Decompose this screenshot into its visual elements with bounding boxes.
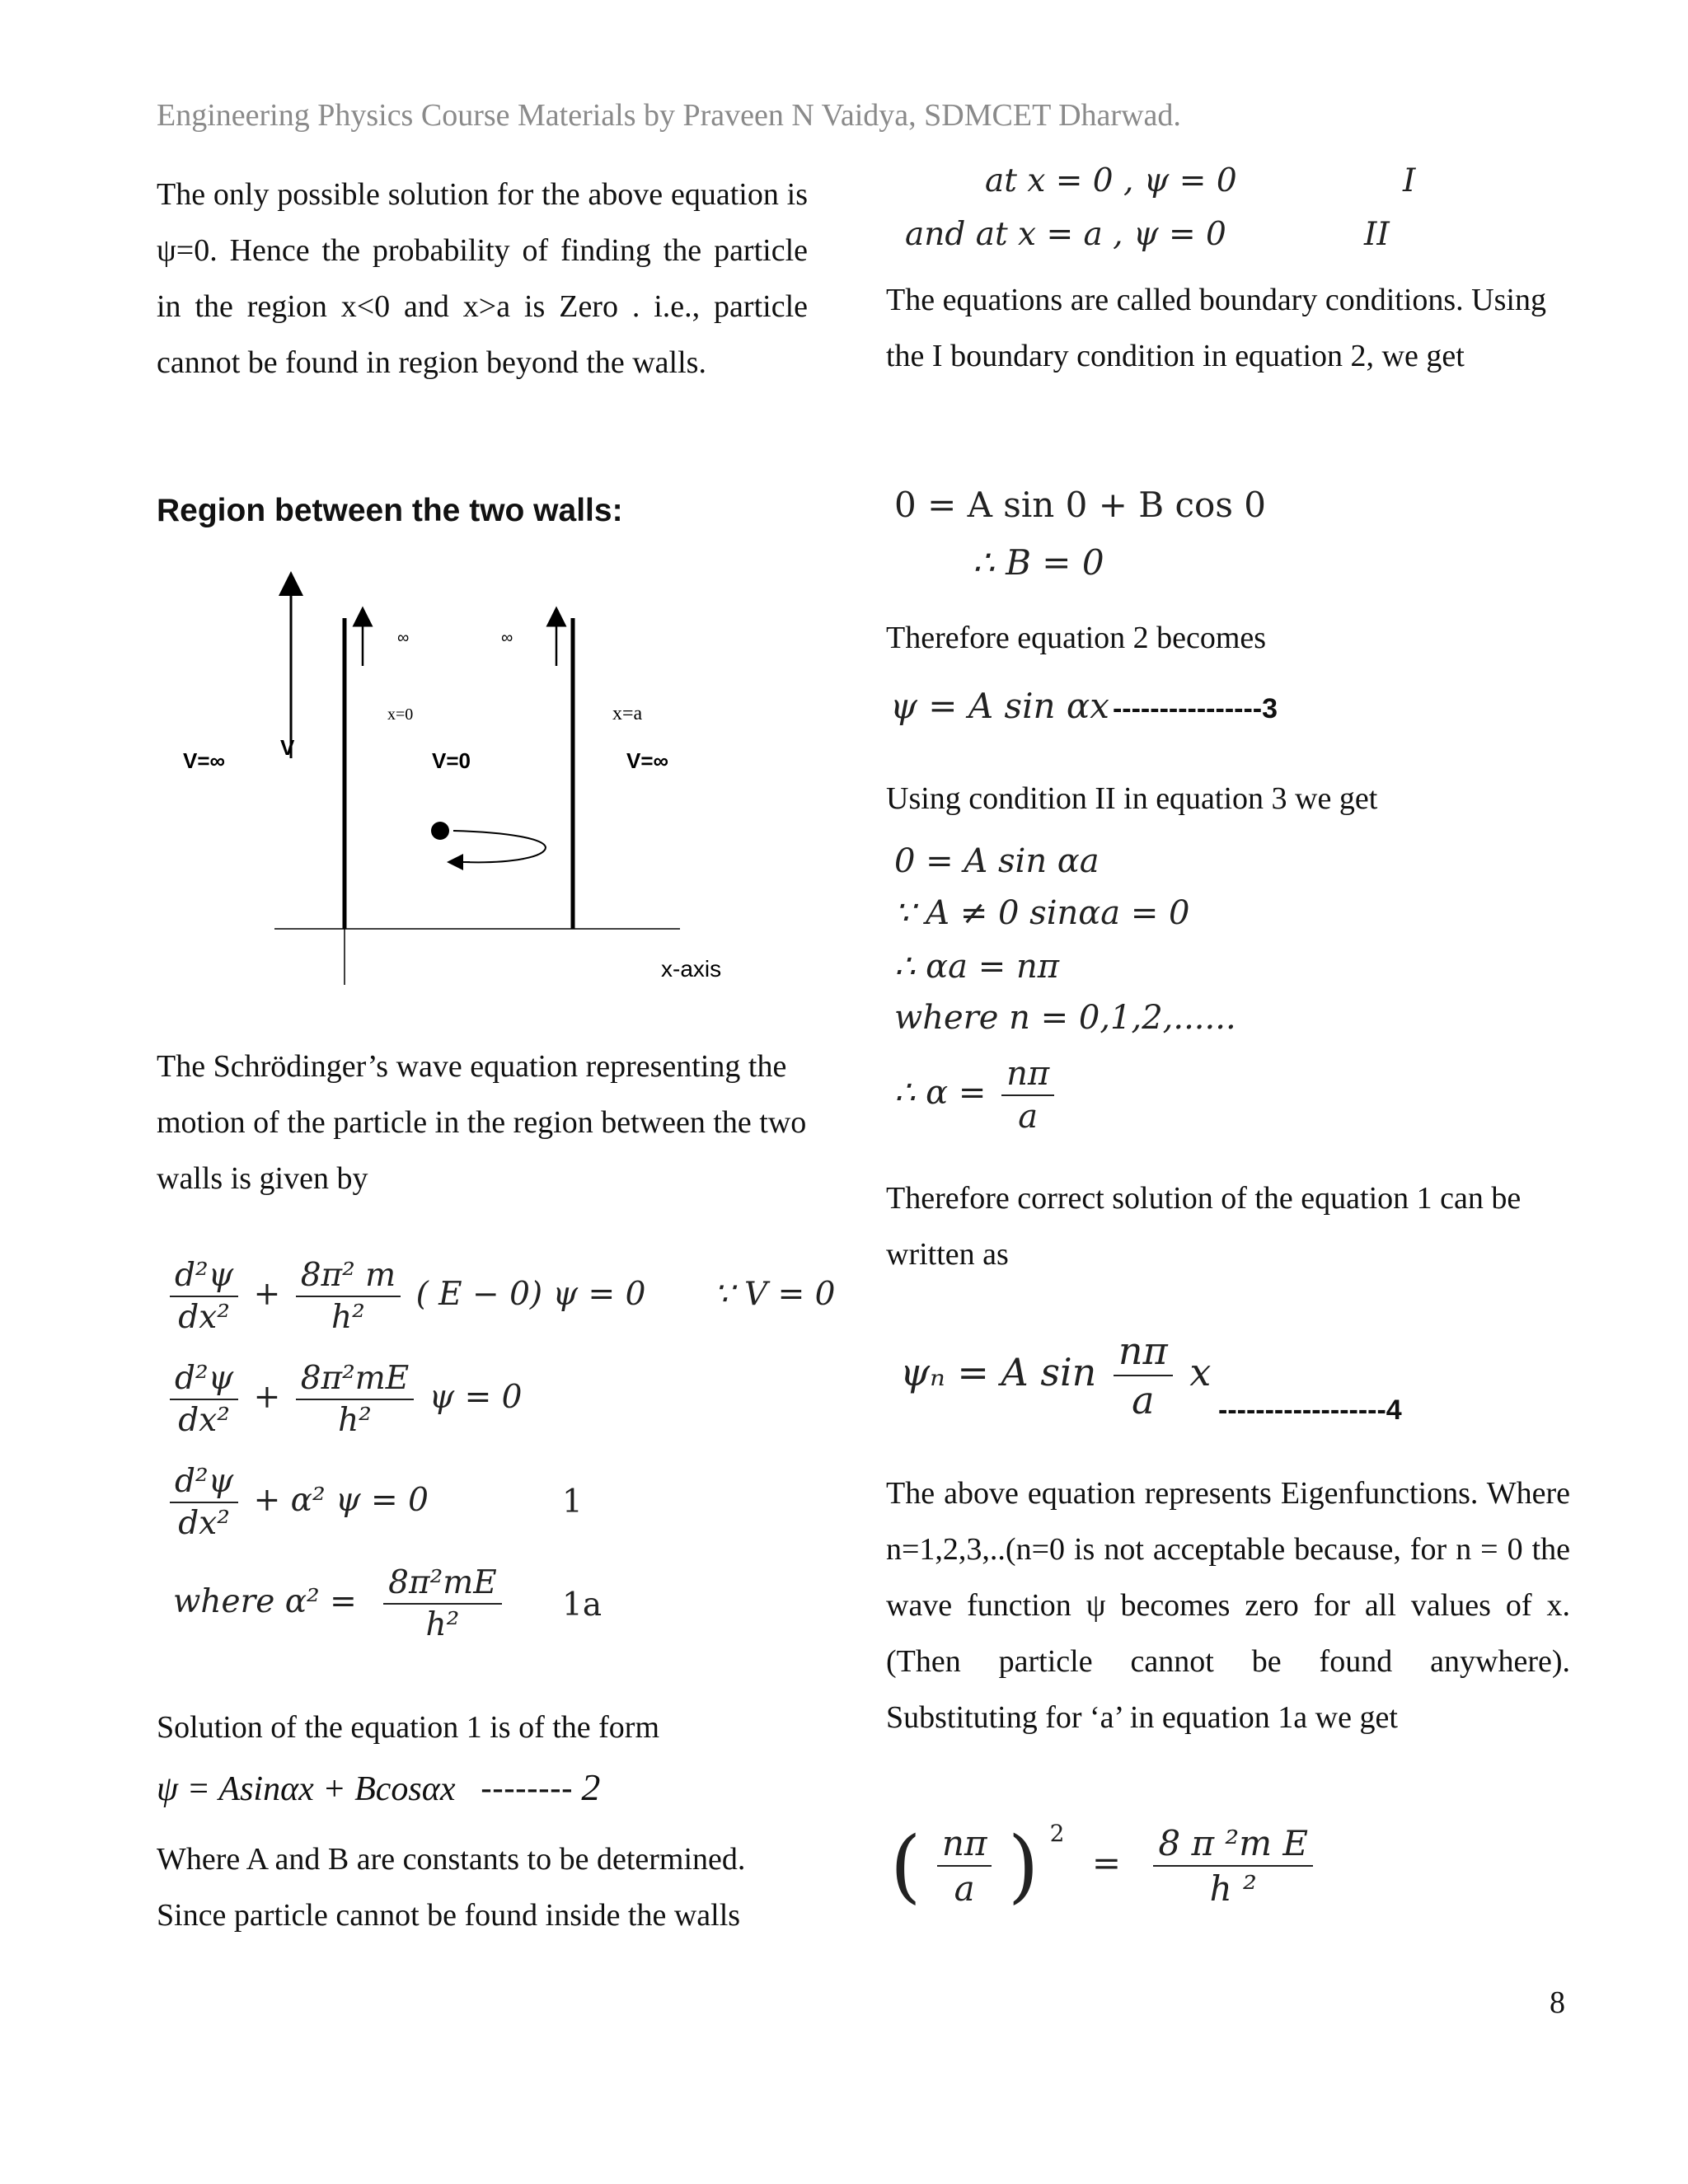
right-equation-1: 0 = A sin 0 + B cos 0	[894, 485, 1266, 525]
equation-2	[165, 1360, 523, 1439]
eq8-lhs: ∴ α =	[894, 1074, 987, 1112]
eq4-num: 8π²mE	[383, 1564, 502, 1605]
label-x0: x=0	[387, 705, 414, 724]
paragraph-constants: Where A and B are constants to be determined. Since particle cannot be found inside the walls	[157, 1842, 746, 1933]
eq2-rest: ψ = 0	[429, 1379, 523, 1416]
particle	[431, 822, 449, 840]
eq10-power: 2	[1049, 1820, 1065, 1847]
label-v-zero: V=0	[432, 748, 471, 773]
eq2-num1: d²ψ	[170, 1360, 238, 1400]
paragraph-eigenfunctions: The above equation represents Eigenfunctions. Where n=1,2,3,..(n=0 is not acceptable because, for n = 0 the wave function ψ becomes zero for all values of x. (Then particle cannot be found anywhere). Substituting for ‘a’ in equation 1a we get	[886, 1476, 1570, 1735]
eq5-label: 2	[581, 1766, 601, 1808]
eq8-num: nπ	[1001, 1055, 1054, 1096]
boundary-condition-1-label: I	[1403, 162, 1416, 199]
eq1-den1: dx²	[178, 1299, 230, 1336]
right-equation-9	[900, 1329, 1211, 1422]
right-column-3	[886, 1465, 1570, 1746]
eq3-rest: + α² ψ = 0	[253, 1482, 429, 1519]
eq1-plus: +	[253, 1276, 281, 1313]
equation-1	[165, 1257, 836, 1336]
eq9-x: x	[1189, 1350, 1212, 1394]
infinity-left: ∞	[397, 629, 410, 647]
eq3-dashes: ----------------3	[1112, 693, 1278, 724]
paragraph-solution-outside: The only possible solution for the above equation is ψ=0. Hence the probability of finding the particle in the region x<0 and x>a is Zero . i.e., particle cannot be found in region beyond the walls.	[157, 177, 808, 380]
right-equation-7: where n = 0,1,2,......	[894, 999, 1236, 1037]
label-xa: x=a	[612, 703, 643, 724]
left-column-2	[157, 1038, 808, 1207]
eq5-expr: ψ = Asinαx + Bcosαx	[157, 1770, 456, 1808]
paragraph-boundary-conditions: The equations are called boundary conditions. Using the I boundary condition in equation 2, we get	[886, 283, 1546, 373]
equation-4	[173, 1564, 507, 1643]
eq1-den2: h²	[331, 1299, 365, 1336]
infinity-right: ∞	[501, 629, 513, 647]
paragraph-schrodinger: The Schrödinger’s wave equation representing the motion of the particle in the region between the two walls is given by	[157, 1049, 807, 1196]
equation-5	[157, 1765, 600, 1809]
paragraph-condition-2: Using condition II in equation 3 we get	[886, 781, 1378, 816]
right-equation-2: ∴ B = 0	[973, 542, 1104, 583]
boundary-condition-2-label: II	[1364, 216, 1390, 253]
right-equation-6: ∴ αa = nπ	[894, 948, 1060, 986]
label-v-inf-left: V=∞	[183, 748, 226, 773]
equation-3-label: 1	[562, 1483, 583, 1521]
eq10-den1: a	[954, 1868, 975, 1909]
right-equation-4: 0 = A sin αa	[894, 842, 1100, 880]
eq9-lhs: ψₙ = A sin	[900, 1350, 1097, 1394]
paragraph-solution-form: Solution of the equation 1 is of the form	[157, 1710, 660, 1745]
eq10-den2: h ²	[1209, 1868, 1257, 1909]
eq10-equals: =	[1091, 1843, 1122, 1883]
eq1-num1: d²ψ	[170, 1257, 238, 1297]
eq10-num1: nπ	[937, 1823, 992, 1867]
right-column-1	[886, 272, 1570, 384]
eq9-num: nπ	[1114, 1329, 1173, 1376]
eq4-where: where α² =	[173, 1583, 357, 1620]
close-paren-icon: )	[1007, 1820, 1039, 1912]
right-equation-5: ∵ A ≠ 0 sinαa = 0	[894, 894, 1190, 932]
boundary-condition-1: at x = 0 , ψ = 0	[985, 162, 1237, 199]
eq1-num2: 8π² m	[296, 1257, 401, 1297]
open-paren-icon: (	[890, 1820, 921, 1912]
eq4-den: h²	[425, 1606, 460, 1643]
eq1-because: ∵ V = 0	[713, 1276, 836, 1313]
right-equation-3	[890, 686, 1278, 726]
left-column	[157, 166, 808, 391]
paragraph-correct-solution: Therefore correct solution of the equation 1 can be written as	[886, 1181, 1522, 1272]
eq5-dashes: --------	[480, 1769, 573, 1807]
label-v-inf-right: V=∞	[626, 748, 669, 773]
eq3-expr: ψ = A sin αx	[890, 686, 1109, 726]
eq2-num2: 8π²mE	[296, 1360, 415, 1400]
right-equation-10	[890, 1820, 1318, 1912]
eq2-den2: h²	[338, 1402, 372, 1439]
label-v: V	[280, 735, 295, 760]
eq3-num1: d²ψ	[170, 1463, 238, 1503]
eq2-den1: dx²	[178, 1402, 230, 1439]
left-column-3	[157, 1831, 808, 1943]
eq1-rest: ( E − 0) ψ = 0	[415, 1276, 646, 1313]
eq10-num2: 8 π ²m E	[1153, 1823, 1313, 1867]
page-number: 8	[1550, 1985, 1565, 2020]
eq9-dashes: ------------------4	[1218, 1394, 1402, 1426]
page-header: Engineering Physics Course Materials by Praveen N Vaidya, SDMCET Dharwad.	[157, 98, 1181, 133]
equation-4-label: 1a	[562, 1586, 603, 1624]
label-x-axis: x-axis	[661, 956, 722, 982]
boundary-condition-2: and at x = a , ψ = 0	[905, 216, 1226, 253]
section-heading: Region between the two walls:	[157, 493, 623, 528]
particle-path	[453, 831, 546, 862]
equation-3	[165, 1463, 429, 1542]
eq2-plus: +	[253, 1379, 281, 1416]
right-equation-8	[894, 1055, 1059, 1136]
eq3-den1: dx²	[178, 1505, 230, 1542]
potential-well-diagram	[157, 560, 750, 997]
right-column-2	[886, 1170, 1570, 1282]
eq8-den: a	[1018, 1098, 1039, 1136]
eq9-den: a	[1132, 1378, 1155, 1422]
paragraph-eq2-becomes: Therefore equation 2 becomes	[886, 621, 1267, 655]
